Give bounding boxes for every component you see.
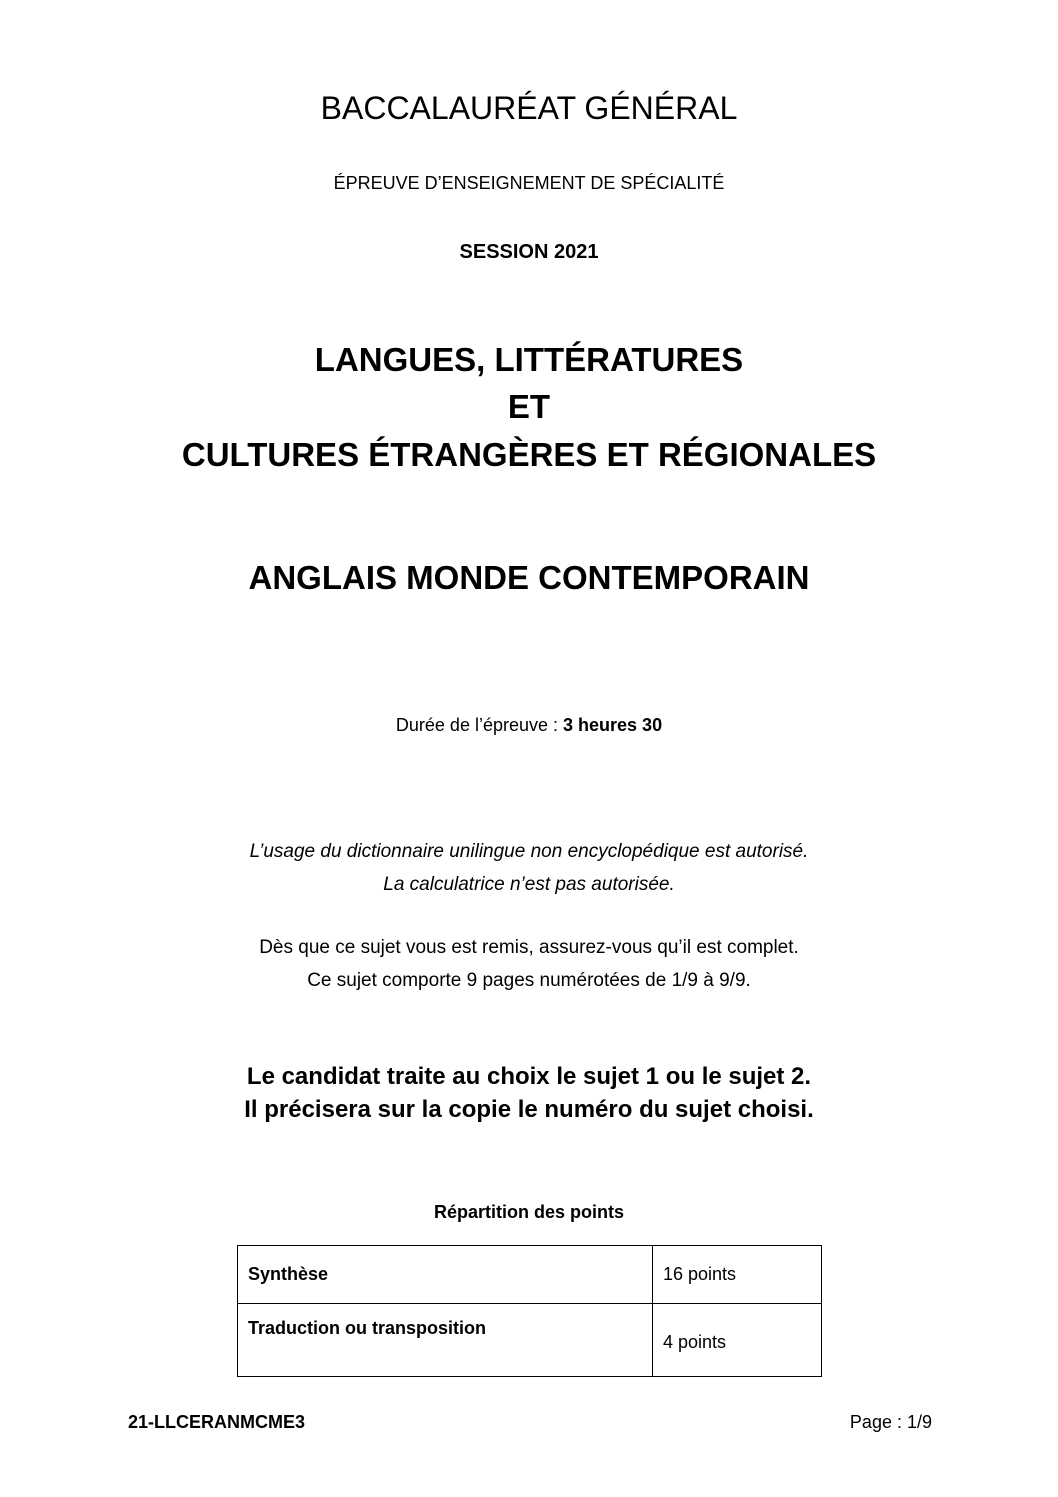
exam-subtitle: ÉPREUVE D’ENSEIGNEMENT DE SPÉCIALITÉ <box>333 173 725 193</box>
points-row-value: 4 points <box>653 1304 822 1377</box>
copy-instruction: Il précisera sur la copie le numéro du sujet choisi. <box>244 1096 814 1123</box>
choice-instruction: Le candidat traite au choix le sujet 1 ou le sujet 2. <box>246 1063 812 1090</box>
specialty-heading: ANGLAIS MONDE CONTEMPORAIN <box>248 559 810 596</box>
completeness-check: Dès que ce sujet vous est remis, assurez-vous qu’il est complet. <box>259 937 799 958</box>
points-table-title: Répartition des points <box>433 1202 624 1222</box>
duration-line <box>0 714 1058 736</box>
points-table <box>237 1245 822 1377</box>
page-count-note: Ce sujet comporte 9 pages numérotées de 1/9 à 9/9. <box>307 970 751 991</box>
points-row-label: Traduction ou transposition <box>238 1304 653 1377</box>
dictionary-rule: L’usage du dictionnaire unilingue non encyclopédique est autorisé. <box>249 841 809 862</box>
exam-title: BACCALAURÉAT GÉNÉRAL <box>320 90 738 126</box>
points-row-value: 16 points <box>653 1246 822 1304</box>
subject-code: 21-LLCERANMCME3 <box>128 1412 306 1432</box>
table-row <box>238 1246 822 1304</box>
page-number: Page : 1/9 <box>849 1412 932 1432</box>
table-row <box>238 1304 822 1377</box>
duration-value: 3 heures 30 <box>563 715 663 735</box>
session-label: SESSION 2021 <box>459 241 599 263</box>
points-row-label: Synthèse <box>238 1246 653 1304</box>
calculator-rule: La calculatrice n’est pas autorisée. <box>383 874 675 895</box>
subject-line-3: CULTURES ÉTRANGÈRES ET RÉGIONALES <box>181 436 877 473</box>
duration-label: Durée de l’épreuve : <box>395 715 564 735</box>
subject-line-2: ET <box>507 388 551 425</box>
subject-line-1: LANGUES, LITTÉRATURES <box>314 341 744 378</box>
